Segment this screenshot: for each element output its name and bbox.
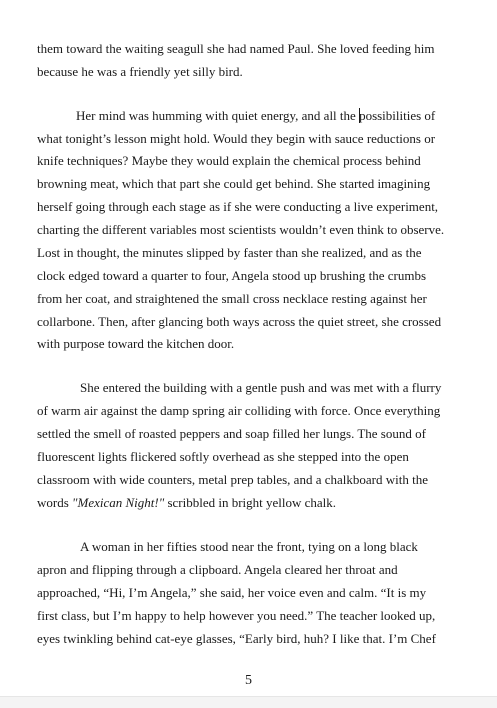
text-line <box>37 494 336 511</box>
text-line: A woman in her fifties stood near the front, tying on a long black <box>80 539 418 554</box>
text-line: classroom with wide counters, metal prep tables, and a chalkboard with the <box>37 472 428 487</box>
text-line-part: Her mind was humming with quiet energy, and all the <box>76 108 360 123</box>
text-line: of warm air against the damp spring air colliding with force. Once everything <box>37 403 441 418</box>
page-number: 5 <box>245 673 252 688</box>
text-line: collarbone. Then, after glancing both ways across the quiet street, she crossed <box>37 314 442 329</box>
text-line: knife techniques? Maybe they would explain the chemical process behind <box>37 153 421 168</box>
text-line: Lost in thought, the minutes slipped by faster than she realized, and as the <box>37 245 422 260</box>
text-line: herself going through each stage as if she were conducting a live experiment, <box>37 199 439 214</box>
text-line: apron and flipping through a clipboard. Angela cleared her throat and <box>37 562 398 577</box>
text-line: fluorescent lights flickered softly overhead as she stepped into the open <box>37 449 409 464</box>
text-line: what tonight’s lesson might hold. Would they begin with sauce reductions or <box>37 131 436 146</box>
text-line: with purpose toward the kitchen door. <box>37 336 235 351</box>
text-line: charting the different variables most scientists wouldn’t even think to observe. <box>37 222 445 237</box>
text-line: because he was a friendly yet silly bird. <box>37 64 243 79</box>
text-line: clock edged toward a quarter to four, Angela stood up brushing the crumbs <box>37 268 427 283</box>
text-line <box>76 107 435 124</box>
page-bottom-edge <box>0 696 497 708</box>
text-line: them toward the waiting seagull she had named Paul. She loved feeding him <box>37 41 435 56</box>
text-line: eyes twinkling behind cat-eye glasses, “Early bird, huh? I like that. I’m Chef <box>37 631 436 646</box>
text-line: She entered the building with a gentle push and was met with a flurry <box>80 380 442 395</box>
text-line: approached, “Hi, I’m Angela,” she said, her voice even and calm. “It is my <box>37 585 427 600</box>
text-line-part: scribbled in bright yellow chalk. <box>164 495 337 510</box>
chalkboard-quote: "Mexican Night!" <box>72 495 165 510</box>
text-line: settled the smell of roasted peppers and soap filled her lungs. The sound of <box>37 426 426 441</box>
text-line-part: words <box>37 495 73 510</box>
text-line: first class, but I’m happy to help however you need.” The teacher looked up, <box>37 608 436 623</box>
text-line: from her coat, and straightened the small cross necklace resting against her <box>37 291 427 306</box>
text-line: browning meat, which that part she could get behind. She started imagining <box>37 176 431 191</box>
text-line-part: possibilities of <box>359 108 436 123</box>
